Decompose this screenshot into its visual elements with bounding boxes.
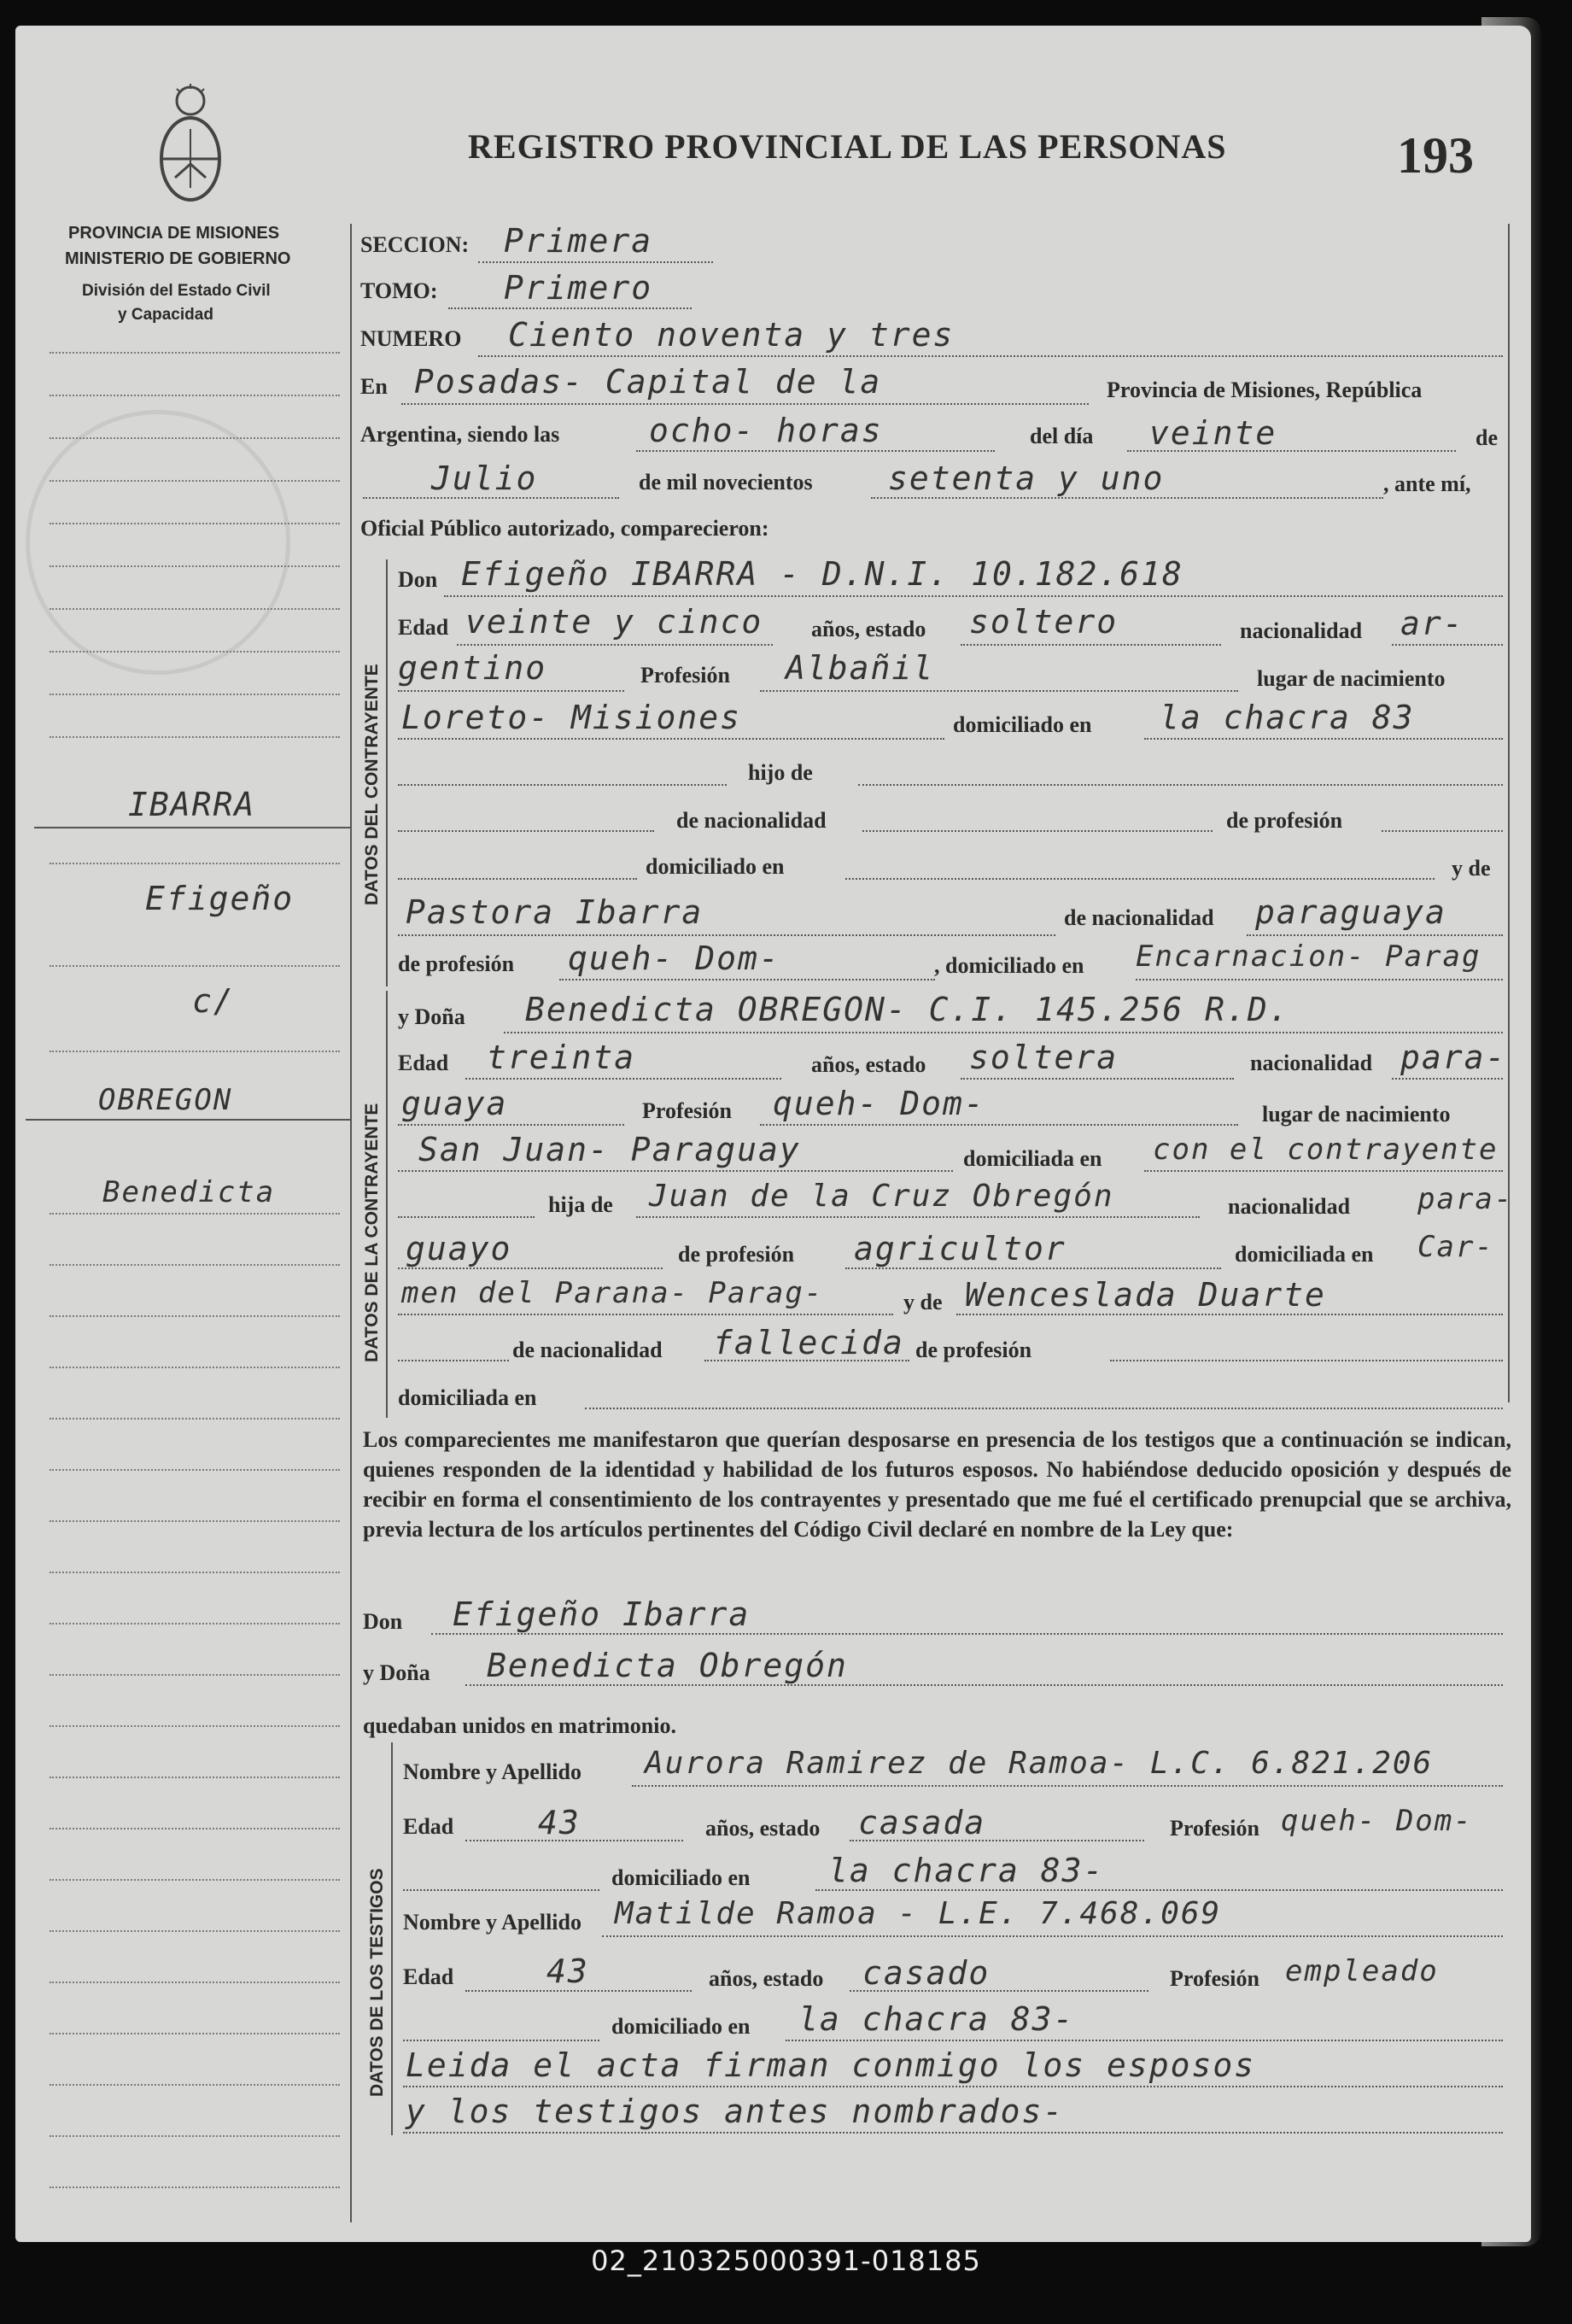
value-madre-novio: Pastora Ibarra (406, 893, 704, 931)
value-madre-novia: Wenceslada Duarte (965, 1276, 1326, 1314)
label-hijo-de: hijo de (748, 760, 813, 785)
value-t1-dom: la chacra 83- (828, 1852, 1105, 1889)
label-don: Don (398, 567, 438, 592)
label-novio-estado: años, estado (811, 617, 926, 641)
value-novio-lugar: Loreto- Misiones (401, 699, 742, 736)
value-novio-dom: la chacra 83 (1160, 699, 1415, 736)
value-padre-novia-nac1: para- (1417, 1182, 1514, 1216)
label-t1-dom: domiciliado en (611, 1865, 751, 1890)
coat-of-arms-seal (154, 82, 227, 210)
label-tomo: TOMO: (360, 278, 438, 303)
label-oficial: Oficial Público autorizado, comparecieron: (360, 516, 769, 541)
label-t1-prof: Profesión (1170, 1816, 1259, 1841)
value-don-final: Efigeño Ibarra (453, 1595, 751, 1633)
label-novia-nac: nacionalidad (1250, 1051, 1373, 1075)
label-padre-nac: de nacionalidad (676, 808, 827, 833)
right-rule (1508, 224, 1510, 1402)
value-novia-dom: con el contrayente (1153, 1133, 1499, 1167)
label-padre-dom: domiciliado en (646, 854, 785, 879)
registry-title: REGISTRO PROVINCIAL DE LAS PERSONAS (468, 127, 1227, 166)
page-number: 193 (1397, 127, 1474, 184)
org-line-1: PROVINCIA DE MISIONES (68, 224, 280, 243)
bride-block-rule (386, 991, 388, 1418)
value-novia: Benedicta OBREGON- C.I. 145.256 R.D. (525, 991, 1290, 1028)
value-t1-prof: queh- Dom- (1281, 1804, 1473, 1838)
value-novia-nac2: guaya (401, 1085, 508, 1122)
label-padre-novia-nac: nacionalidad (1228, 1194, 1351, 1219)
label-novio-prof: Profesión (640, 663, 730, 688)
value-novia-nac1: para- (1400, 1039, 1507, 1076)
stamp-ghost (26, 410, 290, 675)
label-de-1: de (1476, 425, 1498, 450)
value-tomo: Primero (504, 269, 653, 307)
value-mes: Julio (431, 460, 538, 497)
label-t1-estado: años, estado (705, 1816, 821, 1841)
label-dona-final: y Doña (363, 1660, 430, 1685)
label-y-de: y de (1452, 856, 1491, 881)
value-madre-novio-dom: Encarnacion- Parag (1136, 940, 1481, 974)
value-testigo1: Aurora Ramirez de Ramoa- L.C. 6.821.206 (645, 1746, 1434, 1781)
value-novio-nac1: ar- (1400, 605, 1464, 642)
label-novio-nac: nacionalidad (1240, 618, 1363, 643)
value-padre-novia-dom1: Car- (1417, 1230, 1494, 1264)
org-line-4: y Capacidad (118, 306, 213, 324)
value-testigo2: Matilde Ramoa - L.E. 7.468.069 (615, 1896, 1222, 1931)
scan-id-caption: 02_210325000391-018185 (591, 2245, 981, 2277)
label-padre-prof: de profesión (1226, 808, 1343, 833)
label-padre-novia-dom: domiciliada en (1235, 1242, 1374, 1267)
label-t1-edad: Edad (403, 1814, 454, 1839)
value-dia: veinte (1149, 414, 1277, 452)
value-padre-novia-dom2: men del Parana- Parag- (401, 1276, 824, 1310)
value-dona-final: Benedicta Obregón (487, 1647, 848, 1684)
value-novia-estado: soltera (969, 1039, 1119, 1076)
value-t2-estado: casado (862, 1954, 991, 1992)
org-line-2: MINISTERIO DE GOBIERNO (65, 249, 291, 268)
value-hora: ocho- horas (649, 412, 883, 449)
label-numero: NUMERO (360, 326, 462, 351)
label-en: En (360, 374, 388, 399)
margin-name-2: Benedicta (102, 1175, 276, 1209)
label-seccion: SECCION: (360, 232, 470, 257)
closing-line-1: Leida el acta firman conmigo los esposos (406, 2046, 1256, 2084)
value-madre-novia-nac: fallecida (713, 1324, 904, 1361)
label-argentina: Argentina, siendo las (360, 422, 560, 447)
value-padre-novia-prof: agricultor (854, 1230, 1067, 1267)
value-seccion: Primera (504, 222, 653, 260)
left-rule (350, 224, 352, 2222)
label-madre-novia-nac: de nacionalidad (512, 1338, 663, 1362)
side-label-witnesses: DATOS DE LOS TESTIGOS (367, 1868, 387, 2097)
margin-conj: c/ (192, 982, 235, 1020)
label-y-de-2: y de (903, 1290, 943, 1314)
margin-name-1: Efigeño (145, 880, 295, 917)
label-madre-novio-nac: de nacionalidad (1064, 905, 1214, 930)
value-novia-prof: queh- Dom- (773, 1085, 985, 1122)
value-lugar: Posadas- Capital de la (414, 363, 882, 401)
label-t2-estado: años, estado (709, 1966, 824, 1991)
label-novio-edad: Edad (398, 615, 449, 640)
label-padre-novia-prof: de profesión (678, 1242, 795, 1267)
label-provincia: Provincia de Misiones, República (1107, 378, 1423, 402)
label-del-dia: del día (1030, 424, 1094, 448)
label-hija-de: hija de (548, 1192, 613, 1217)
side-label-groom: DATOS DEL CONTRAYENTE (362, 664, 382, 905)
label-y-dona: y Doña (398, 1004, 465, 1029)
value-madre-novio-nac: paraguaya (1255, 893, 1446, 931)
legal-paragraph: Los comparecientes me manifestaron que querían desposarse en presencia de los testigos que a continuación se indican, quienes responden de la identidad y habilidad de los futuros esposos. No habiéndose deducido oposición y después de recibir en forma el consentimiento de los contrayentes y presentado que me fué el certificado prenupcial que se archiva, previa lectura de los artículos pertinentes del Código Civil declaré en nombre de la Ley que: (363, 1427, 1511, 1542)
value-novio-edad: veinte y cinco (465, 603, 763, 641)
margin-surname-1: IBARRA (128, 786, 256, 823)
org-line-3: División del Estado Civil (82, 282, 271, 300)
label-novia-dom: domiciliada en (963, 1146, 1102, 1171)
value-t2-prof: empleado (1285, 1954, 1439, 1988)
label-madre-novia-prof: de profesión (915, 1338, 1032, 1362)
value-t1-estado: casada (858, 1804, 986, 1841)
label-don-final: Don (363, 1609, 403, 1634)
value-novio-estado: soltero (969, 603, 1119, 641)
label-t2-edad: Edad (403, 1964, 454, 1989)
value-novio: Efigeño IBARRA - D.N.I. 10.182.618 (461, 555, 1183, 593)
value-numero: Ciento noventa y tres (508, 316, 955, 354)
label-novia-prof: Profesión (642, 1098, 732, 1123)
label-t2-nombre: Nombre y Apellido (403, 1910, 581, 1935)
label-madre-novio-dom: , domiciliado en (934, 953, 1084, 978)
value-novia-edad: treinta (487, 1039, 636, 1076)
label-novia-edad: Edad (398, 1051, 449, 1075)
value-novio-nac2: gentino (398, 649, 547, 687)
label-t1-nombre: Nombre y Apellido (403, 1759, 581, 1784)
value-padre-novia: Juan de la Cruz Obregón (649, 1179, 1114, 1214)
groom-block-rule (386, 559, 388, 986)
label-quedaban: quedaban unidos en matrimonio. (363, 1713, 676, 1738)
value-novio-prof: Albañil (786, 649, 935, 687)
value-t2-dom: la chacra 83- (798, 2000, 1075, 2038)
label-novio-dom: domiciliado en (953, 712, 1092, 737)
label-t2-prof: Profesión (1170, 1966, 1259, 1991)
value-anio: setenta y uno (888, 460, 1165, 497)
margin-surname-2: OBREGON (98, 1083, 233, 1117)
closing-line-2: y los testigos antes nombrados- (406, 2093, 1065, 2130)
label-madre-novia-dom: domiciliada en (398, 1385, 537, 1410)
side-label-bride: DATOS DE LA CONTRAYENTE (362, 1103, 382, 1362)
label-madre-novio-prof: de profesión (398, 951, 515, 976)
label-t2-dom: domiciliado en (611, 2014, 751, 2039)
value-novia-lugar: San Juan- Paraguay (418, 1131, 801, 1168)
witness-block-rule (391, 1742, 393, 2135)
label-novio-lugar: lugar de nacimiento (1257, 666, 1446, 691)
label-ante-mi: , ante mí, (1383, 471, 1471, 496)
label-novia-estado: años, estado (811, 1052, 926, 1077)
value-madre-novio-prof: queh- Dom- (568, 940, 780, 977)
value-t2-edad: 43 (546, 1952, 589, 1990)
label-novia-lugar: lugar de nacimiento (1262, 1102, 1451, 1127)
label-de-mil: de mil novecientos (639, 470, 813, 495)
value-t1-edad: 43 (538, 1804, 581, 1841)
value-padre-novia-nac2: guayo (406, 1230, 512, 1267)
